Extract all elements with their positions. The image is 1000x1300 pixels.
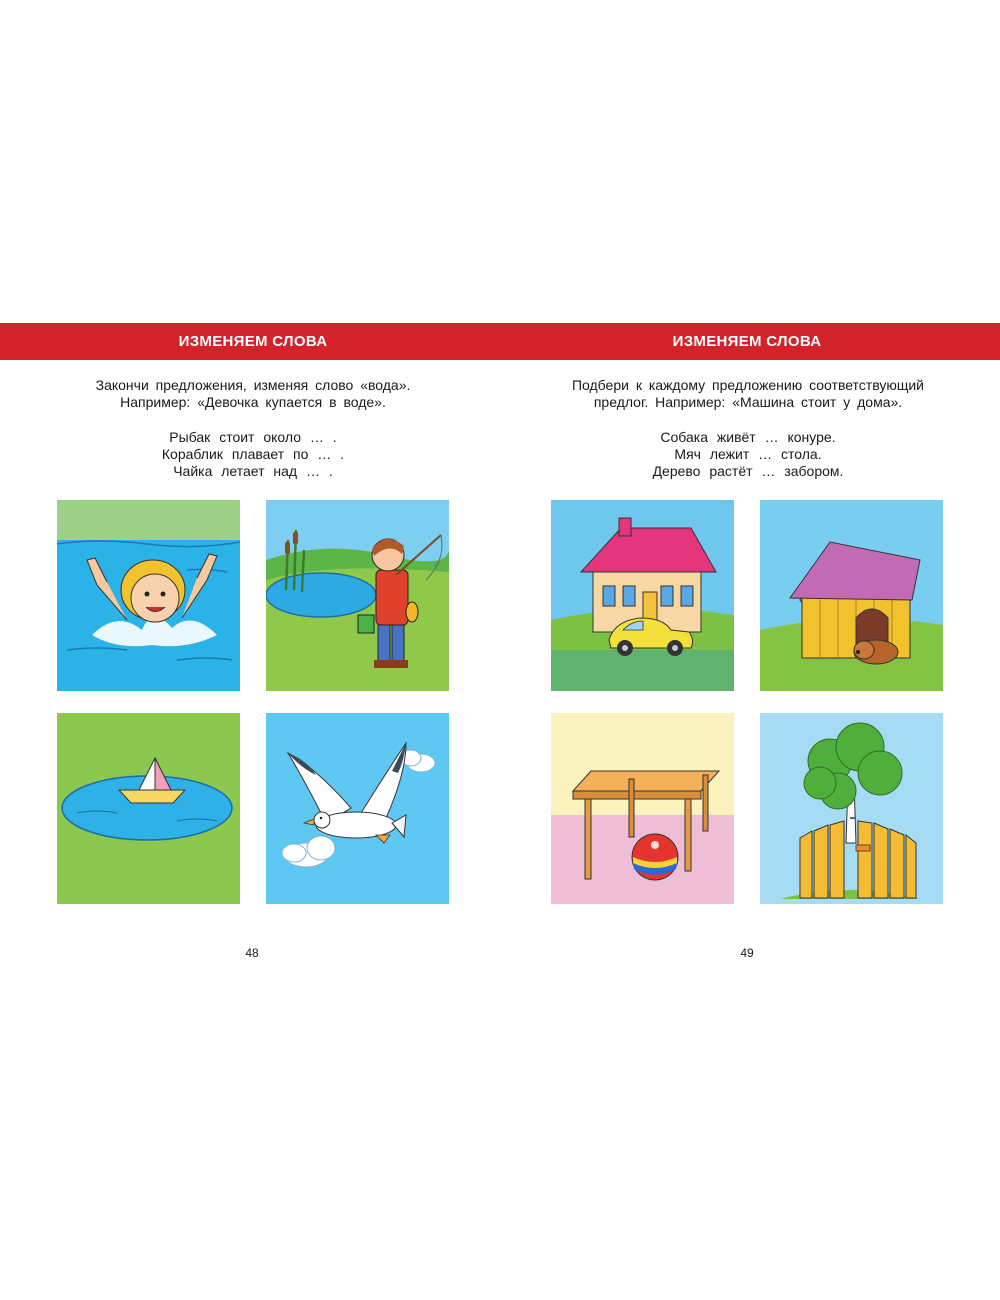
left-instruction-line-2: Например: «Девочка купается в воде». — [120, 394, 386, 410]
house-with-car-illustration — [551, 500, 734, 691]
right-sentence-3: Дерево растёт … забором. — [652, 463, 844, 479]
right-sentences — [533, 429, 963, 480]
fisherman-by-pond-illustration — [266, 500, 449, 691]
right-instruction-line-2: предлог. Например: «Машина стоит у дома». — [593, 394, 903, 410]
left-sentences — [38, 429, 468, 480]
right-page-title: ИЗМЕНЯЕМ СЛОВА — [672, 333, 822, 350]
left-sentence-2: Кораблик плавает по … . — [161, 446, 345, 462]
right-sentence-1: Собака живёт … конуре. — [660, 429, 836, 445]
right-sentence-2: Мяч лежит … стола. — [674, 446, 822, 462]
paper-boat-on-pond-illustration — [57, 713, 240, 904]
left-sentence-1: Рыбак стоит около … . — [169, 429, 337, 445]
dog-kennel-illustration — [760, 500, 943, 691]
left-instructions — [38, 377, 468, 411]
left-page-number: 48 — [245, 946, 259, 960]
girl-swimming-illustration — [57, 500, 240, 691]
tree-behind-fence-illustration — [760, 713, 943, 904]
left-instruction-line-1: Закончи предложения, изменяя слово «вода». — [95, 377, 411, 393]
left-page-title: ИЗМЕНЯЕМ СЛОВА — [178, 333, 328, 350]
right-instruction-line-1: Подбери к каждому предложению соответствующий — [571, 377, 925, 393]
ball-under-table-illustration — [551, 713, 734, 904]
right-instructions — [533, 377, 963, 411]
right-page-number: 49 — [740, 946, 754, 960]
left-sentence-3: Чайка летает над … . — [173, 463, 333, 479]
seagull-flying-illustration — [266, 713, 449, 904]
